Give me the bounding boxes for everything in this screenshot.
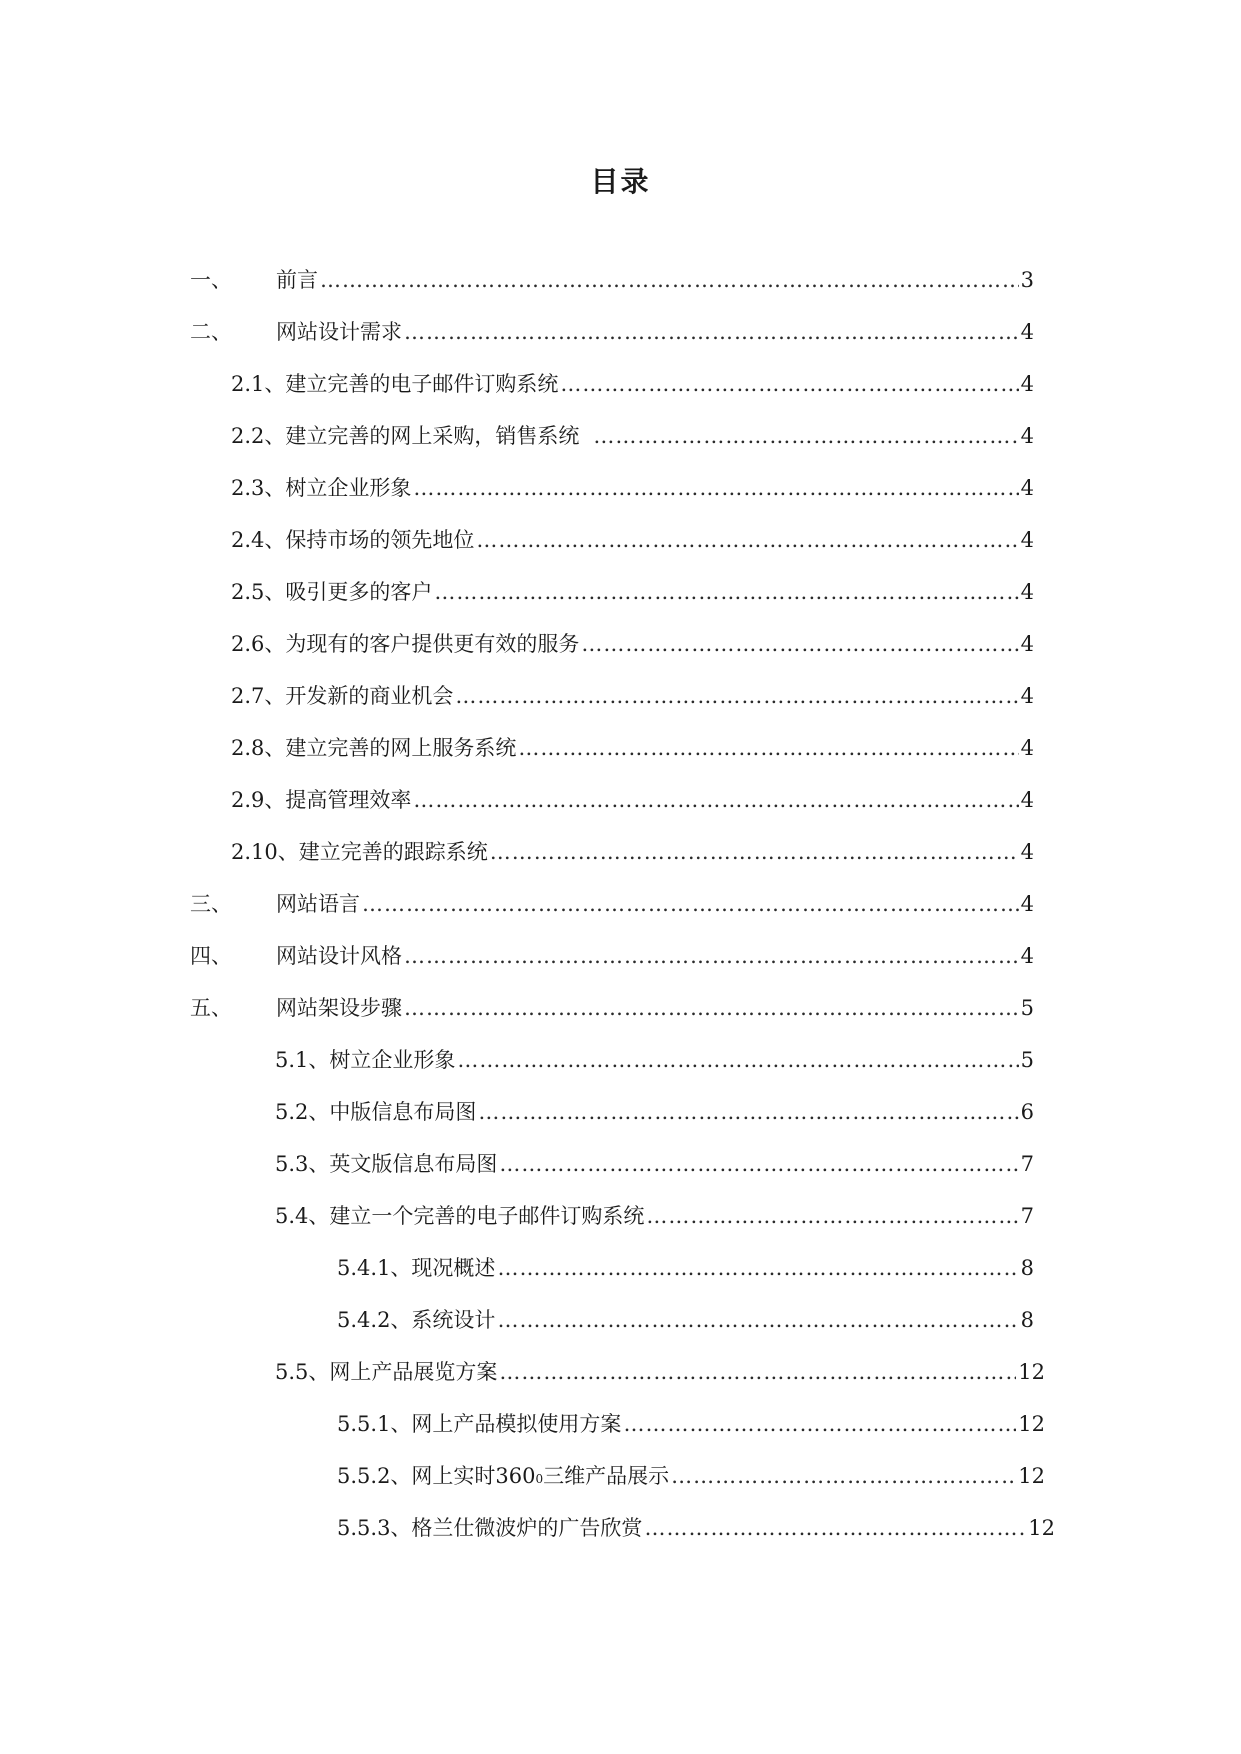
toc-leader-dots: [518, 733, 1018, 763]
toc-entry[interactable]: [337, 1253, 1034, 1283]
toc-entry-label: 2.4、保持市场的领先地位: [231, 528, 475, 552]
toc-entry-label: 5.5.3、格兰仕微波炉的广告欣赏: [337, 1516, 643, 1540]
toc-entry-label: 前言: [276, 268, 318, 292]
toc-entry-page: 8: [1020, 1256, 1034, 1280]
toc-entry[interactable]: [275, 1045, 1034, 1075]
page-title: 目录: [590, 165, 651, 198]
toc-entry[interactable]: [337, 1409, 1045, 1439]
toc-leader-dots: [581, 629, 1018, 659]
toc-entry-number: 四、: [190, 944, 232, 968]
toc-entry[interactable]: [190, 993, 1034, 1023]
toc-entry-page: 7: [1020, 1204, 1034, 1228]
toc-entry-superscript: 0: [535, 1472, 544, 1486]
toc-entry-page: 4: [1020, 736, 1034, 760]
toc-entry[interactable]: [231, 785, 1034, 815]
toc-entry-page: 4: [1020, 528, 1034, 552]
toc-leader-dots: [623, 1409, 1016, 1439]
toc-leader-dots: [457, 1045, 1018, 1075]
toc-entry-page: 5: [1020, 996, 1034, 1020]
toc-entry-label: 5.4.1、现况概述: [337, 1256, 496, 1280]
toc-entry[interactable]: [337, 1513, 1055, 1543]
toc-entry-page: 4: [1020, 788, 1034, 812]
toc-entry-label: 5.2、中版信息布局图: [275, 1100, 477, 1124]
toc-entry-page: 7: [1020, 1152, 1034, 1176]
toc-entry[interactable]: [275, 1357, 1045, 1387]
toc-entry-label: 2.9、提高管理效率: [231, 788, 412, 812]
toc-entry-number: 二、: [190, 320, 232, 344]
toc-entry[interactable]: [190, 941, 1034, 971]
toc-entry-label: 2.2、建立完善的网上采购，销售系统: [231, 424, 580, 448]
toc-entry[interactable]: [190, 265, 1034, 295]
toc-entry-label: 2.7、开发新的商业机会: [231, 684, 454, 708]
toc-entry-label: 5.5.2、网上实时360: [337, 1464, 536, 1488]
toc-leader-dots: [671, 1461, 1016, 1491]
toc-leader-dots: [404, 317, 1019, 347]
toc-entry-page: 4: [1020, 372, 1034, 396]
toc-entry-number: 一、: [190, 268, 232, 292]
toc-entry-number: 五、: [190, 996, 232, 1020]
toc-entry-page: 6: [1020, 1100, 1034, 1124]
toc-entry-label-suffix: 三维产品展示: [543, 1464, 670, 1488]
toc-entry-page: 4: [1020, 684, 1034, 708]
toc-leader-dots: [455, 681, 1018, 711]
toc-entry-label: 网站设计风格: [276, 944, 402, 968]
toc-leader-dots: [478, 1097, 1018, 1127]
toc-entry-label: 5.3、英文版信息布局图: [275, 1152, 498, 1176]
toc-entry-page: 4: [1020, 944, 1034, 968]
toc-entry-page: 4: [1020, 424, 1034, 448]
toc-entry[interactable]: [190, 889, 1034, 919]
toc-entry-label: 2.10、建立完善的跟踪系统: [231, 840, 488, 864]
toc-leader-dots: [497, 1305, 1018, 1335]
toc-entry-page: 8: [1020, 1308, 1034, 1332]
toc-leader-dots: [490, 837, 1019, 867]
toc-leader-dots: [646, 1201, 1018, 1231]
toc-leader-dots: [413, 785, 1018, 815]
toc-entry[interactable]: [190, 317, 1034, 347]
toc-entry-page: 4: [1020, 580, 1034, 604]
toc-entry[interactable]: [231, 629, 1034, 659]
toc-entry[interactable]: [275, 1201, 1034, 1231]
toc-entry-label: 5.1、树立企业形象: [275, 1048, 456, 1072]
toc-entry-label: 2.8、建立完善的网上服务系统: [231, 736, 517, 760]
toc-entry-label: 2.3、树立企业形象: [231, 476, 412, 500]
toc-entry-page: 12: [1018, 1360, 1045, 1384]
toc-entry[interactable]: [231, 733, 1034, 763]
toc-entry[interactable]: [231, 577, 1034, 607]
toc-entry-label: 5.4、建立一个完善的电子邮件订购系统: [275, 1204, 645, 1228]
toc-entry-page: 12: [1018, 1412, 1045, 1436]
toc-leader-dots: [497, 1253, 1018, 1283]
toc-leader-dots: [434, 577, 1018, 607]
toc-leader-dots: [593, 421, 1018, 451]
toc-leader-dots: [413, 473, 1018, 503]
toc-entry-page: 4: [1020, 840, 1034, 864]
toc-entry-page: 3: [1020, 268, 1034, 292]
toc-leader-dots: [476, 525, 1018, 555]
toc-entry[interactable]: [231, 837, 1034, 867]
toc-entry-label: 2.1、建立完善的电子邮件订购系统: [231, 372, 559, 396]
toc-entry-label: 5.5、网上产品展览方案: [275, 1360, 498, 1384]
toc-entry[interactable]: [337, 1461, 1045, 1491]
toc-leader-dots: [404, 941, 1019, 971]
toc-entry[interactable]: [231, 473, 1034, 503]
toc-entry[interactable]: [231, 525, 1034, 555]
toc-entry-label: 5.5.1、网上产品模拟使用方案: [337, 1412, 622, 1436]
toc-entry-label: 2.5、吸引更多的客户: [231, 580, 433, 604]
toc-leader-dots: [499, 1357, 1016, 1387]
toc-leader-dots: [320, 265, 1019, 295]
toc-entry-label: 网站语言: [276, 892, 360, 916]
toc-leader-dots: [499, 1149, 1018, 1179]
toc-entry[interactable]: [337, 1305, 1034, 1335]
toc-entry[interactable]: [231, 369, 1034, 399]
toc-leader-dots: [404, 993, 1019, 1023]
toc-leader-dots: [560, 369, 1018, 399]
toc-entry-number: 三、: [190, 892, 232, 916]
toc-entry[interactable]: [231, 421, 1034, 451]
toc-leader-dots: [362, 889, 1019, 919]
toc-entry-label: 网站架设步骤: [276, 996, 402, 1020]
toc-entry-label: 5.4.2、系统设计: [337, 1308, 496, 1332]
toc-entry-page: 4: [1020, 632, 1034, 656]
toc-entry-page: 4: [1020, 320, 1034, 344]
toc-entry[interactable]: [231, 681, 1034, 711]
toc-entry[interactable]: [275, 1097, 1034, 1127]
toc-entry-page: 4: [1020, 476, 1034, 500]
toc-entry-page: 4: [1020, 892, 1034, 916]
toc-entry[interactable]: [275, 1149, 1034, 1179]
toc-entry-page: 12: [1018, 1464, 1045, 1488]
toc-entry-label: 2.6、为现有的客户提供更有效的服务: [231, 632, 580, 656]
toc-entry-page: 5: [1020, 1048, 1034, 1072]
toc-leader-dots: [644, 1513, 1026, 1543]
toc-entry-label: 网站设计需求: [276, 320, 402, 344]
toc-entry-page: 12: [1028, 1516, 1055, 1540]
